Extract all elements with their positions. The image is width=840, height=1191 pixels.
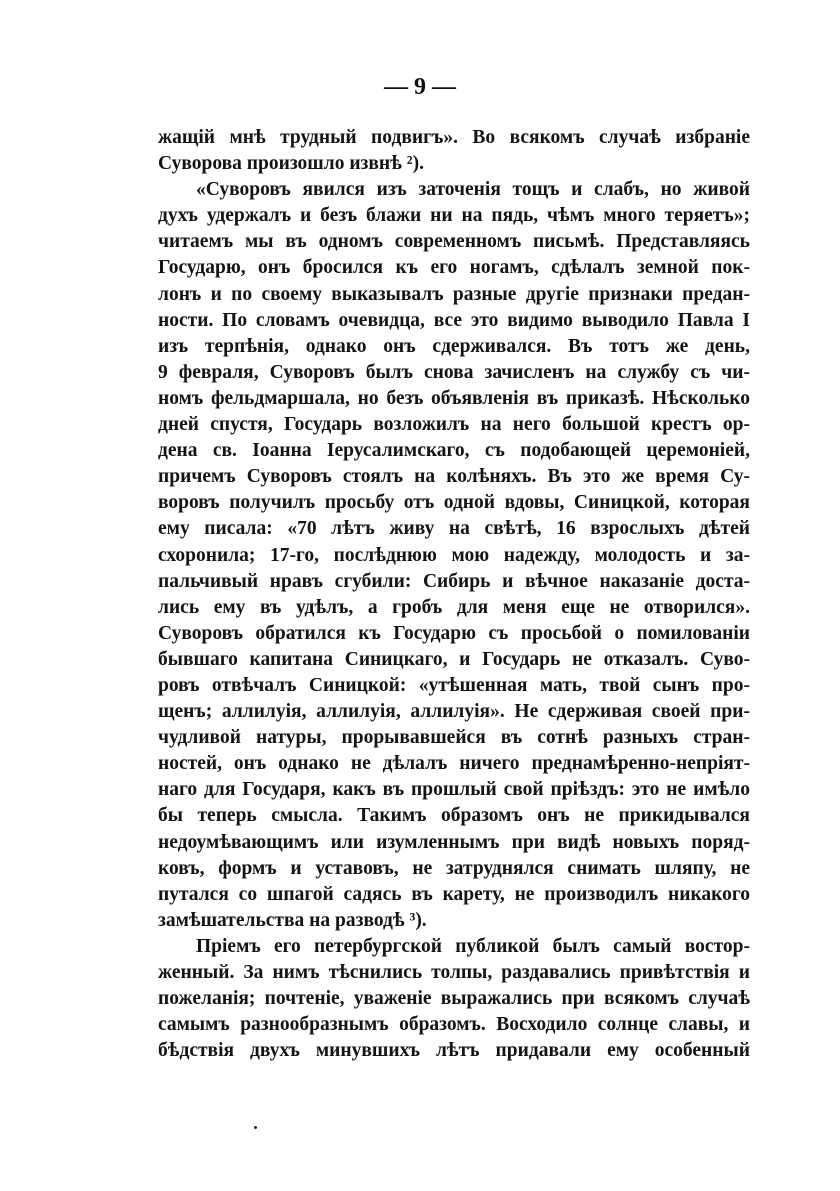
text-line: воровъ получилъ просьбу отъ одной вдовы, Синицкой, которая xyxy=(158,492,750,514)
body-text xyxy=(158,125,750,1064)
print-speck xyxy=(254,1126,257,1129)
text-line: ковъ, формъ и уставовъ, не затруднялся снимать шляпу, не xyxy=(158,857,750,879)
text-line: схоронила; 17-го, послѣднюю мою надежду, молодость и за- xyxy=(158,544,750,566)
text-line: бѣдствія двухъ минувшихъ лѣтъ придавали ему особенный xyxy=(158,1040,750,1062)
text-line: замѣшательства на разводѣ ³). xyxy=(158,909,427,931)
text-line: самымъ разнообразнымъ образомъ. Восходило солнце славы, и xyxy=(158,1014,750,1036)
text-line: пальчивый нравъ сгубили: Сибирь и вѣчное наказаніе доста- xyxy=(158,570,750,592)
text-line: читаемъ мы въ одномъ современномъ письмѣ. Представляясь xyxy=(158,231,750,253)
text-line: женный. За нимъ тѣснились толпы, раздавались привѣтствія и xyxy=(158,962,750,983)
text-line: Суворовъ обратился къ Государю съ просьбой о помилованіи xyxy=(158,622,750,644)
text-line: ровъ отвѣчалъ Синицкой: «утѣшенная мать, твой сынъ про- xyxy=(158,674,750,696)
text-line: жащій мнѣ трудный подвигъ». Во всякомъ случаѣ избраніе xyxy=(158,127,750,148)
text-line: ему писала: «70 лѣтъ живу на свѣтѣ, 16 взрослыхъ дѣтей xyxy=(158,518,750,540)
text-line: Государю, онъ бросился къ его ногамъ, сдѣлалъ земной пок- xyxy=(158,257,750,279)
text-line: причемъ Суворовъ стоялъ на колѣняхъ. Въ это же время Су- xyxy=(158,466,750,488)
text-line: недоумѣвающимъ или изумленнымъ при видѣ новыхъ поряд- xyxy=(158,831,750,853)
text-line: Пріемъ его петербургской публикой былъ самый востор- xyxy=(196,935,750,957)
text-line: лонъ и по своему выказывалъ разные другіе признаки предан- xyxy=(158,283,750,305)
text-line: бы теперь смысла. Такимъ образомъ онъ не прикидывался xyxy=(158,805,750,827)
text-line: «Суворовъ явился изъ заточенія тощъ и слабъ, но живой xyxy=(196,179,750,201)
text-line: пожеланія; почтеніе, уваженіе выражались при всякомъ случаѣ xyxy=(158,988,750,1010)
text-line: ности. По словамъ очевидца, все это видимо выводило Павла I xyxy=(158,309,750,331)
text-line: дена св. Іоанна Іерусалимскаго, съ подобающей церемоніей, xyxy=(158,440,750,462)
text-line: щенъ; аллилуія, аллилуія, аллилуія». Не сдерживая своей при- xyxy=(158,701,750,723)
text-line: ностей, онъ однако не дѣлалъ ничего преднамѣренно-непріят- xyxy=(158,753,750,775)
text-line: бывшаго капитана Синицкаго, и Государь не отказалъ. Суво- xyxy=(158,648,750,670)
text-line: путался со шпагой садясь въ карету, не производилъ никакого xyxy=(158,883,750,905)
text-line: номъ фельдмаршала, но безъ объявленія въ приказѣ. Нѣсколько xyxy=(158,387,750,409)
text-line: духъ удержалъ и безъ блажи ни на пядь, чѣмъ много теряетъ»; xyxy=(158,205,750,227)
text-line: наго для Государя, какъ въ прошлый свой пріѣздъ: это не имѣло xyxy=(158,779,750,801)
text-line: 9 февраля, Суворовъ былъ снова зачисленъ на службу съ чи- xyxy=(158,361,750,383)
page-number: — 9 — xyxy=(384,74,456,100)
text-line: Суворова произошло извнѣ ²). xyxy=(158,153,424,175)
text-line: лись ему въ удѣлъ, а гробъ для меня еще не отворился». xyxy=(158,596,750,618)
text-line: дней спустя, Государь возложилъ на него большой крестъ ор- xyxy=(158,414,750,436)
text-line: чудливой натуры, прорывавшейся въ сотнѣ разныхъ стран- xyxy=(158,727,750,749)
text-line: изъ терпѣнія, однако онъ сдерживался. Въ тотъ же день, xyxy=(158,335,750,357)
